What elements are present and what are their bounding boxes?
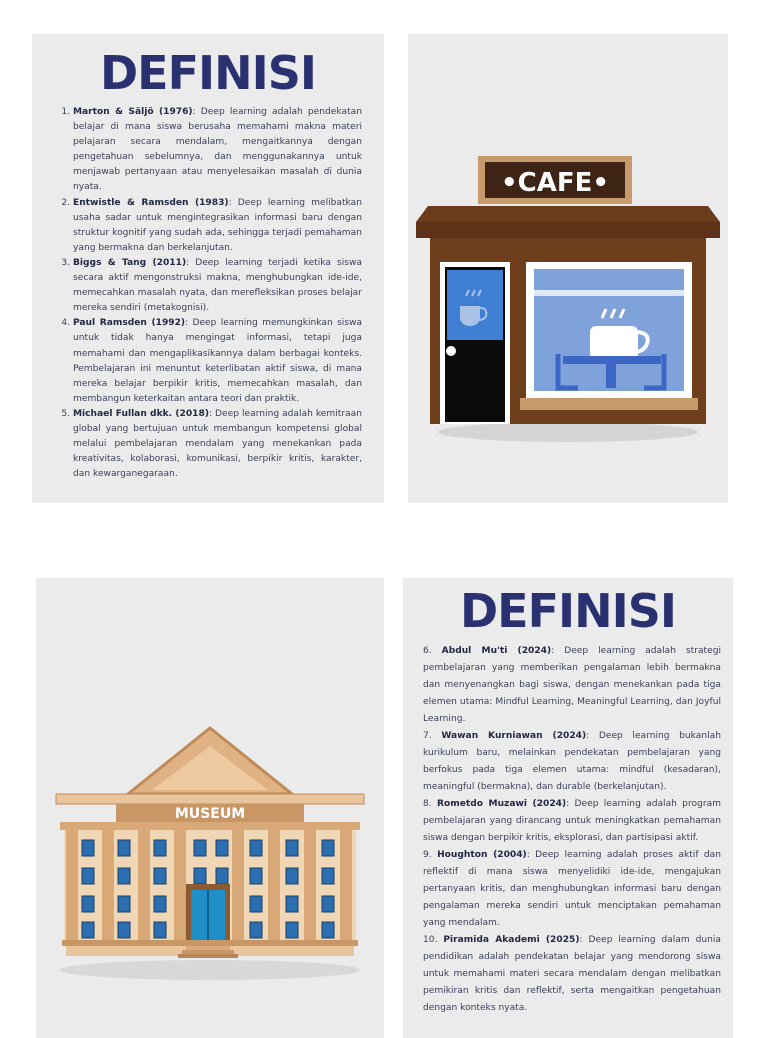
- museum-window: [250, 896, 262, 912]
- frieze: [60, 822, 360, 830]
- definition-card-bottom: [403, 578, 733, 1038]
- definition-text: : Deep learning dalam dunia pendidikan adalah pendekatan belajar yang mendorong siswa untuk memahami materi secara mendalam dengan melibatkan pemikiran kritis dan reflektif, serta mengaitkan pengetahuan dengan konteks nyata.: [423, 935, 722, 1013]
- definition-text: : Deep learning adalah proses aktif dan reflektif di mana siswa menyelidiki ide-ide, mengajukan pertanyaan kritis, dan menghubungkan informasi baru dengan pengalaman mereka sendiri untuk menciptakan pemahaman yang mendalam.: [423, 850, 721, 928]
- roof-front: [416, 222, 720, 238]
- card-title: DEFINISI: [459, 584, 676, 638]
- base-ledge: [62, 940, 358, 946]
- museum-window: [286, 868, 298, 884]
- definition-item: [73, 316, 362, 407]
- museum-window: [286, 922, 298, 938]
- museum-window: [194, 840, 206, 856]
- definition-author: Entwistle & Ramsden (1983): [73, 197, 229, 208]
- definition-item: [423, 728, 721, 796]
- column: [268, 830, 280, 940]
- column: [138, 830, 150, 940]
- definition-item: [73, 196, 362, 256]
- museum-window: [322, 922, 334, 938]
- column: [102, 830, 114, 940]
- museum-window: [194, 868, 206, 884]
- definition-author: Piramida Akademi (2025): [443, 935, 580, 945]
- definition-text: : Deep learning adalah strategi pembelajaran yang memberikan pengalaman lebih bermakna dan menyenangkan bagi siswa, dengan menekankan pada tiga elemen utama: Mindful Learning, Meaningful Learning, dan Joyful Learning.: [423, 646, 721, 724]
- museum-window: [154, 896, 166, 912]
- definition-text: : Deep learning adalah program pembelajaran yang dirancang untuk meningkatkan pemahaman siswa dengan berpikir kritis, eksplorasi, dan partisipasi aktif.: [423, 799, 721, 843]
- definition-number: 7.: [423, 731, 432, 741]
- definition-item: [73, 256, 362, 316]
- cafe-illustration: [408, 34, 728, 503]
- museum-window: [82, 868, 94, 884]
- museum-illustration-card: [36, 578, 384, 1038]
- door-knob: [446, 346, 456, 356]
- museum-window: [118, 896, 130, 912]
- definition-author: Michael Fullan dkk. (2018): [73, 408, 209, 419]
- step-2: [182, 950, 234, 954]
- definition-item: [73, 407, 362, 482]
- definition-author: Abdul Mu'ti (2024): [441, 646, 552, 656]
- museum-illustration: [36, 578, 384, 1038]
- definition-item: [73, 105, 362, 196]
- definition-author: Houghton (2004): [437, 850, 527, 860]
- ground-shadow: [438, 422, 698, 442]
- cornice: [56, 794, 364, 804]
- museum-window: [154, 868, 166, 884]
- museum-window: [286, 840, 298, 856]
- museum-window: [216, 868, 228, 884]
- museum-window: [82, 840, 94, 856]
- definition-list: [403, 638, 733, 1017]
- definition-text: : Deep learning terjadi ketika siswa secara aktif mengonstruksi makna, menghubungkan ide-ide, memecahkan masalah nyata, dan merefleksikan proses belajar mereka sendiri (metakognisi).: [73, 257, 362, 314]
- museum-window: [250, 922, 262, 938]
- museum-window: [154, 840, 166, 856]
- museum-window: [250, 868, 262, 884]
- definition-author: Marton & Säljö (1976): [73, 107, 193, 117]
- window-cup-icon: [590, 326, 638, 360]
- definition-item: [423, 796, 721, 847]
- museum-window: [82, 896, 94, 912]
- window-sill: [520, 398, 698, 410]
- definition-text: : Deep learning bukanlah kurikulum baru, melainkan pendekatan pembelajaran yang berfokus pada tiga elemen utama: mindful (kesadaran), meaningful (bermakna), dan durable (berkelanjutan).: [423, 731, 721, 792]
- museum-window: [154, 922, 166, 938]
- definition-text: : Deep learning melibatkan usaha sadar untuk mengintegrasikan informasi baru dengan struktur kognitif yang sudah ada, sehingga terjadi pemahaman yang bermakna dan berkelanjutan.: [73, 197, 362, 253]
- museum-window: [322, 896, 334, 912]
- museum-window: [82, 922, 94, 938]
- museum-sign-text: MUSEUM: [174, 806, 246, 822]
- definition-text: : Deep learning adalah pendekatan belajar di mana siswa berusaha memahami makna materi pelajaran secara mendalam, mengaitkannya dengan pengetahuan sebelumnya, dan menggunakannya untuk menjawab pertanyaan atau menyelesaikan masalah di dunia nyata.: [73, 107, 362, 193]
- definition-author: Paul Ramsden (1992): [73, 318, 186, 329]
- definition-number: 6.: [423, 646, 432, 656]
- museum-window: [216, 840, 228, 856]
- definition-author: Rometdo Muzawi (2024): [436, 799, 567, 809]
- definition-item: [423, 932, 721, 1017]
- museum-window: [118, 868, 130, 884]
- column: [174, 830, 186, 940]
- roof-top: [416, 206, 720, 222]
- window-shelf: [534, 290, 684, 296]
- definition-text: : Deep learning memungkinkan siswa untuk tidak hanya mengingat informasi, tetapi juga memahami dan mengaplikasikannya dalam berbagai konteks. Pembelajaran ini menuntut keterlibatan aktif siswa, di mana mereka belajar berpikir kritis, memecahkan masalah, dan membangun keterkaitan antara teori dan praktik.: [73, 318, 363, 404]
- column: [66, 830, 78, 940]
- table-top: [563, 356, 661, 364]
- definition-author: Biggs & Tang (2011): [73, 257, 187, 268]
- definition-number: 8.: [423, 799, 432, 809]
- column: [232, 830, 244, 940]
- step-3: [178, 954, 238, 958]
- museum-window: [118, 922, 130, 938]
- definition-item: [423, 847, 721, 932]
- column: [340, 830, 352, 940]
- cafe-sign-text: •CAFE•: [501, 168, 609, 198]
- museum-window: [286, 896, 298, 912]
- ground-shadow: [60, 960, 360, 980]
- definition-card-top: [32, 34, 384, 503]
- table-leg: [606, 364, 616, 388]
- definition-list: [32, 100, 384, 482]
- door-window: [447, 270, 503, 340]
- definition-item: [423, 643, 721, 728]
- column: [304, 830, 316, 940]
- definition-number: 10.: [423, 935, 438, 945]
- museum-window: [250, 840, 262, 856]
- museum-window: [322, 868, 334, 884]
- coffee-cup-icon: [460, 306, 480, 326]
- definition-author: Wawan Kurniawan (2024): [441, 731, 587, 741]
- definition-number: 9.: [423, 850, 432, 860]
- museum-window: [118, 840, 130, 856]
- card-title: DEFINISI: [99, 46, 316, 100]
- definition-text: : Deep learning adalah kemitraan global yang bertujuan untuk membangun kompetensi global melalui pembelajaran mendalam yang menekankan pada kreativitas, kolaborasi, komunikasi, berpikir kritis, karakter, dan kewarganegaraan.: [73, 408, 362, 480]
- step-1: [186, 946, 230, 950]
- museum-window: [322, 840, 334, 856]
- cafe-illustration-card: [408, 34, 728, 503]
